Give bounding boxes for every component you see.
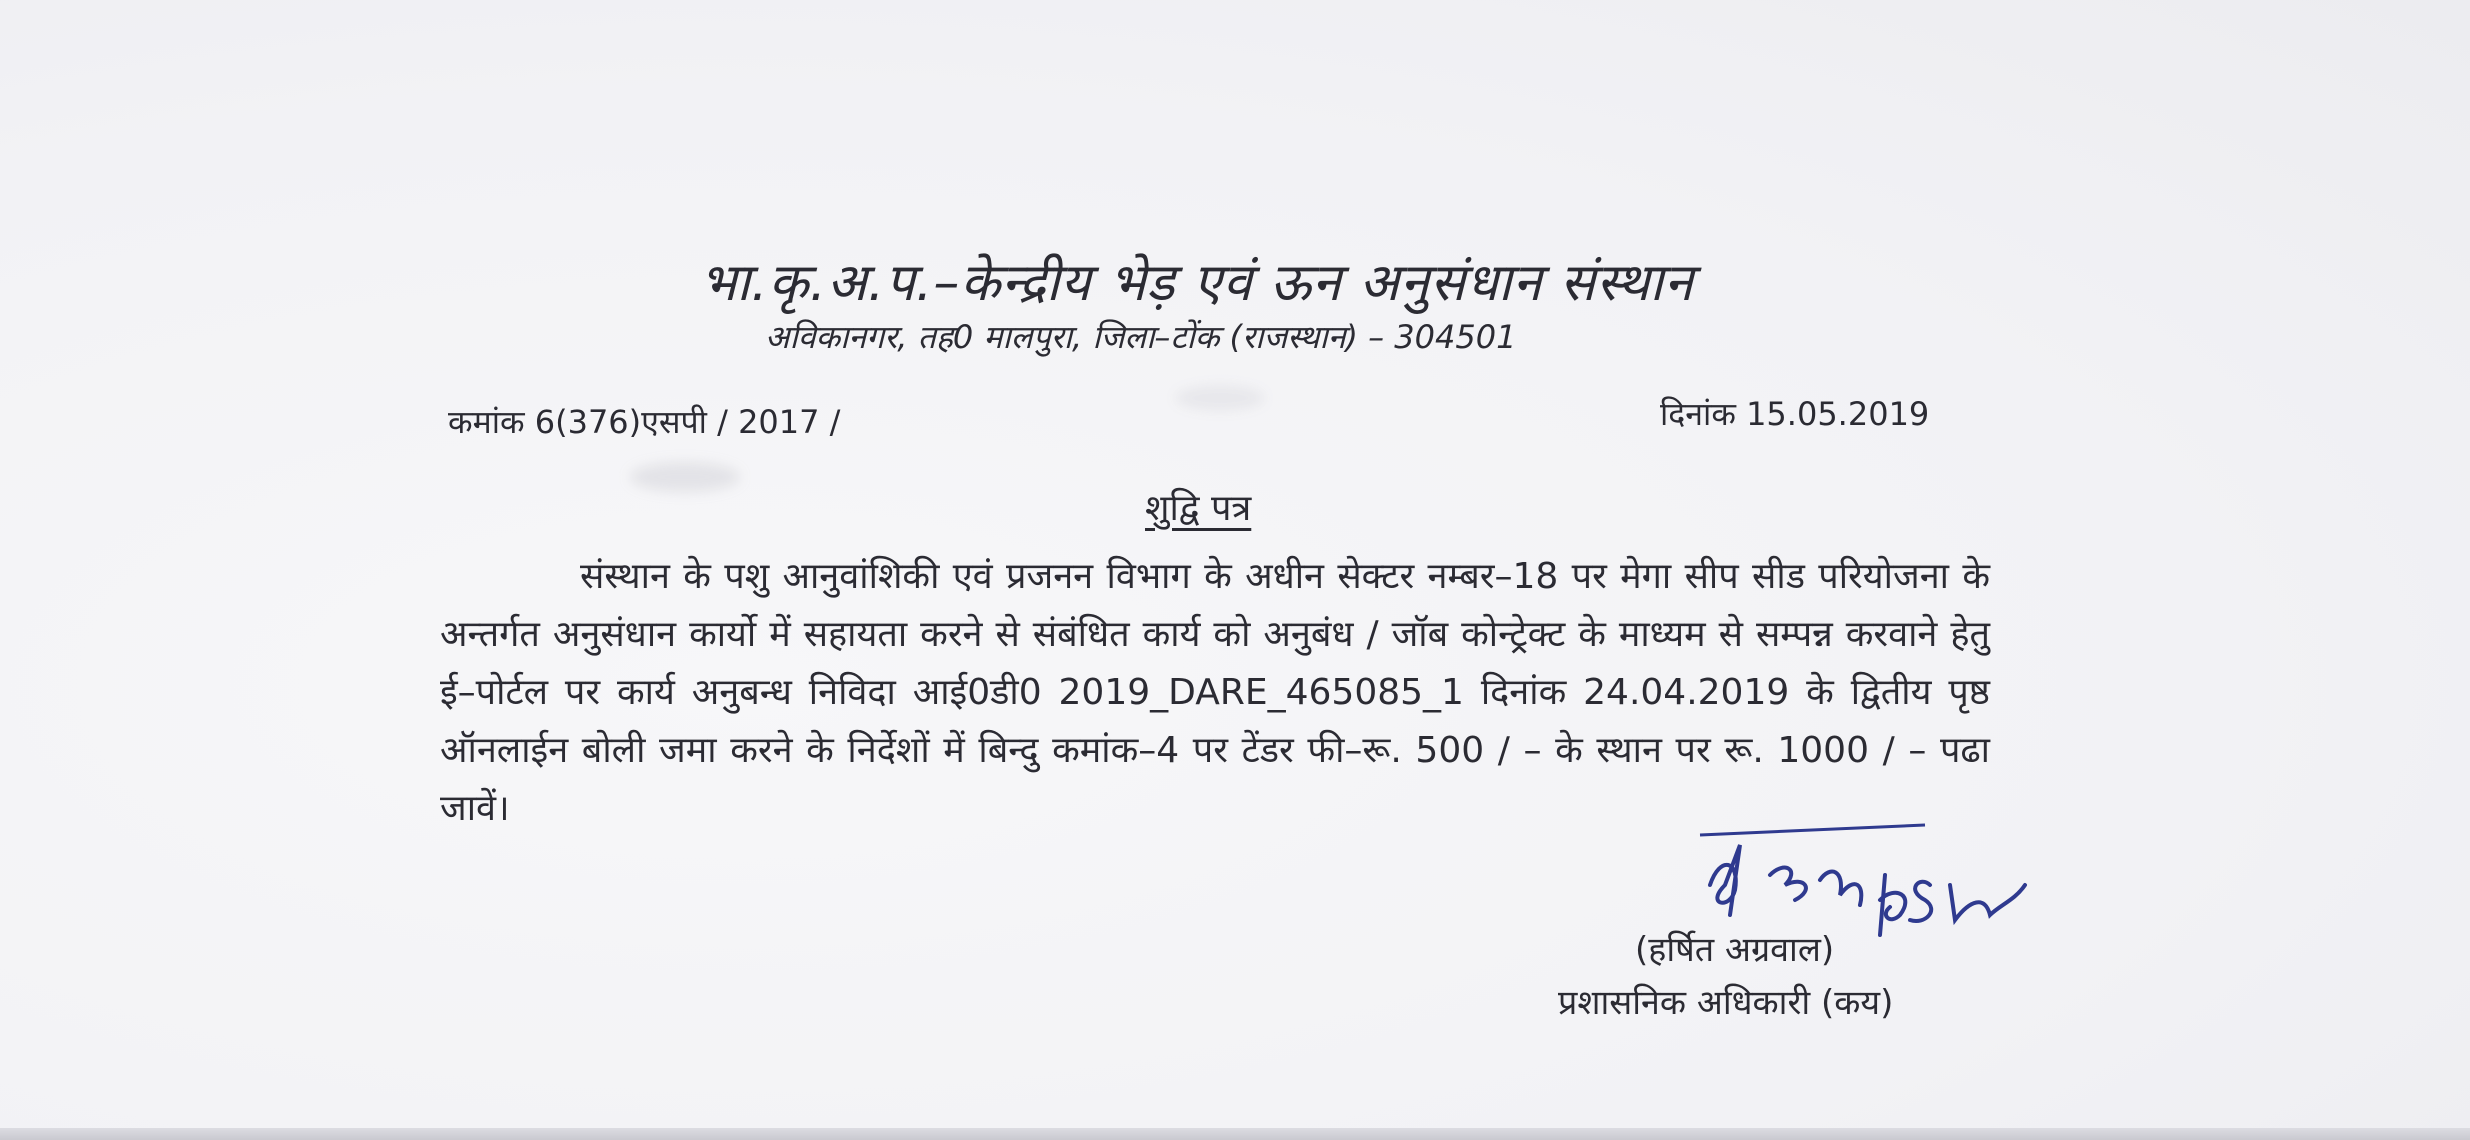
document-heading: शुद्वि पत्र <box>1145 488 1252 529</box>
signatory-name: (हर्षित अग्रवाल) <box>1635 930 1835 970</box>
institute-address: अविकानगर, तह0 मालपुरा, जिला–टोंक (राजस्थान) – 304501 <box>765 318 1517 356</box>
scan-edge <box>0 1128 2470 1140</box>
reference-number: कमांक 6(376)एसपी / 2017 / <box>448 403 841 441</box>
ink-smudge <box>630 462 740 492</box>
document-date: दिनांक 15.05.2019 <box>1660 395 1930 433</box>
ink-smudge <box>1175 385 1265 411</box>
signatory-designation: प्रशासनिक अधिकारी (कय) <box>1558 983 1894 1023</box>
body-paragraph: संस्थान के पशु आनुवांशिकी एवं प्रजनन विभाग के अधीन सेक्टर नम्बर–18 पर मेगा सीप सीड परियोजना के अन्तर्गत अनुसंधान कार्यो में सहायता करने से संबंधित कार्य को अनुबंध / जॉब कोन्ट्रेक्ट के माध्यम से सम्पन्न करवाने हेतु ई–पोर्टल पर कार्य अनुबन्ध निविदा आई0डी0 2019_DARE_465085_1 दिनांक 24.04.2019 के द्वितीय पृष्ठ ऑनलाईन बोली जमा करने के निर्देशों में बिन्दु कमांक–4 पर टेंडर फी–रू. 500 / – के स्थान पर रू. 1000 / – पढा जावें। <box>440 556 1990 829</box>
institute-name: भा.कृ.अ.प.–केन्द्रीय भेड़ एवं ऊन अनुसंधान संस्थान <box>700 253 1694 313</box>
